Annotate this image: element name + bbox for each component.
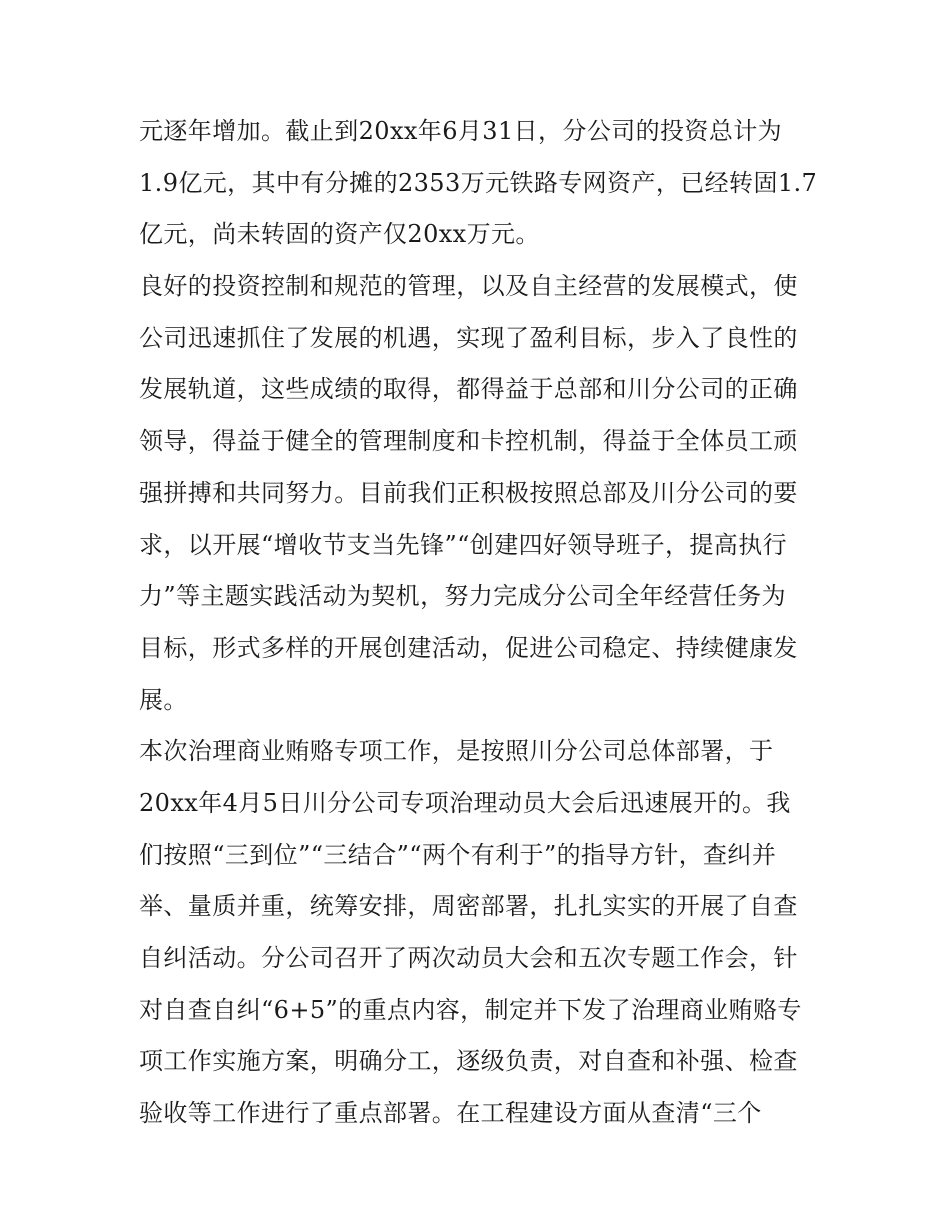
- text-line: 领导，得益于健全的管理制度和卡控机制，得益于全体员工顽: [139, 427, 798, 456]
- text-line: 展。: [139, 685, 188, 714]
- text-line: 们按照“三到位”“三结合”“两个有利于”的指导方针，查纠并: [139, 840, 777, 869]
- text-line: 本次治理商业贿赂专项工作，是按照川分公司总体部署，于: [139, 737, 774, 766]
- text-line: 对自查自纠“6+5”的重点内容，制定并下发了治理商业贿赂专: [139, 995, 802, 1024]
- text-line: 求，以开展“增收节支当先锋”“创建四好领导班子，提高执行: [139, 530, 788, 559]
- text-line: 亿元，尚未转固的资产仅20xx万元。: [139, 220, 540, 249]
- text-line: 公司迅速抓住了发展的机遇，实现了盈利目标，步入了良性的: [139, 323, 798, 352]
- text-line: 项工作实施方案，明确分工，逐级负责，对自查和补强、检查: [139, 1047, 798, 1076]
- text-line: 举、量质并重，统筹安排，周密部署，扎扎实实的开展了自查: [139, 892, 798, 921]
- text-line: 元逐年增加。截止到20xx年6月31日，分公司的投资总计为: [139, 117, 783, 145]
- text-line: 力”等主题实践活动为契机，努力完成分公司全年经营任务为: [139, 582, 787, 611]
- text-line: 20xx年4月5日川分公司专项治理动员大会后迅速展开的。我: [139, 788, 791, 817]
- text-line: 良好的投资控制和规范的管理，以及自主经营的发展模式，使: [139, 272, 798, 301]
- text-line: 验收等工作进行了重点部署。在工程建设方面从查清“三个: [139, 1099, 762, 1128]
- document-body: [139, 106, 819, 1140]
- text-line: 自纠活动。分公司召开了两次动员大会和五次专题工作会，针: [139, 944, 798, 972]
- text-line: 发展轨道，这些成绩的取得，都得益于总部和川分公司的正确: [139, 375, 798, 404]
- text-line: 1.9亿元，其中有分摊的2353万元铁路专网资产，已经转固1.7: [139, 168, 818, 197]
- text-line: 强拼搏和共同努力。目前我们正积极按照总部及川分公司的要: [139, 478, 798, 507]
- text-line: 目标，形式多样的开展创建活动，促进公司稳定、持续健康发: [139, 633, 798, 662]
